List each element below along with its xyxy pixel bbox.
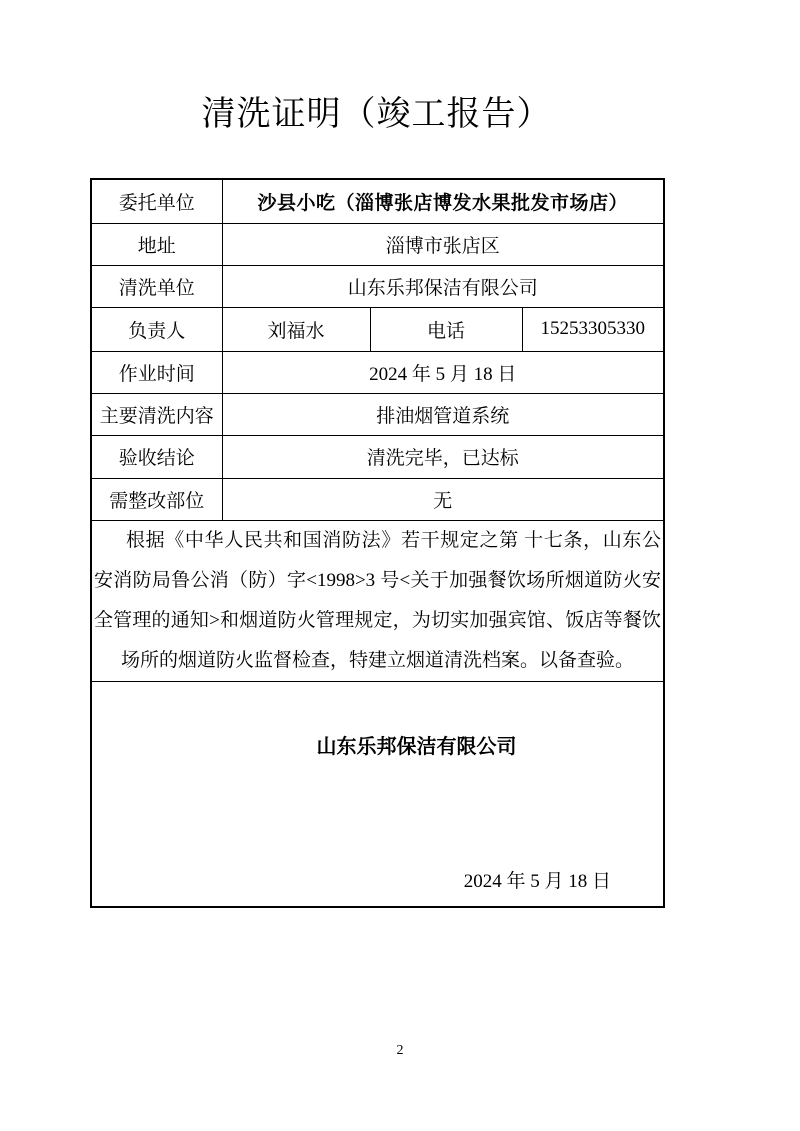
table-row-work-date xyxy=(91,351,664,393)
field-value-work-date: 2024 年 5 月 18 日 xyxy=(222,351,664,393)
field-label-acceptance-conclusion: 验收结论 xyxy=(91,435,222,478)
table-row-responsible-person xyxy=(91,307,664,351)
signature-cell xyxy=(91,681,664,907)
table-row-entrusting-unit xyxy=(91,179,664,223)
notice-line: 全管理的通知>和烟道防火管理规定，为切实加强宾馆、饭店等餐饮 xyxy=(94,609,662,631)
field-label-address: 地址 xyxy=(91,223,222,265)
table-row-cleaning-content xyxy=(91,393,664,435)
field-label-cleaning-unit: 清洗单位 xyxy=(91,265,222,307)
field-value-acceptance-conclusion: 清洗完毕，已达标 xyxy=(222,435,664,478)
field-value-address: 淄博市张店区 xyxy=(222,223,664,265)
field-label-phone: 电话 xyxy=(370,307,522,351)
field-value-cleaning-unit: 山东乐邦保洁有限公司 xyxy=(222,265,664,307)
field-label-cleaning-content: 主要清洗内容 xyxy=(91,393,222,435)
notice-line: 根据《中华人民共和国消防法》若干规定之第 十七条，山东公 xyxy=(126,529,662,551)
notice-cell xyxy=(91,520,664,681)
field-label-entrusting-unit: 委托单位 xyxy=(91,179,222,223)
field-label-rectification-parts: 需整改部位 xyxy=(91,478,222,520)
notice-line: 场所的烟道防火监督检查，特建立烟道清洗档案。以备查验。 xyxy=(121,649,635,671)
table-row-signature xyxy=(91,681,664,907)
document-content xyxy=(90,0,663,908)
field-label-responsible-person: 负责人 xyxy=(91,307,222,351)
field-value-cleaning-content: 排油烟管道系统 xyxy=(222,393,664,435)
signature-company-name: 山东乐邦保洁有限公司 xyxy=(316,735,517,758)
table-row-cleaning-unit xyxy=(91,265,664,307)
table-row-notice xyxy=(91,520,664,681)
cleaning-report-table xyxy=(90,178,665,908)
table-row-acceptance-conclusion xyxy=(91,435,664,478)
field-value-entrusting-unit: 沙县小吃（淄博张店博发水果批发市场店） xyxy=(222,179,664,223)
field-label-work-date: 作业时间 xyxy=(91,351,222,393)
table-row-address xyxy=(91,223,664,265)
field-value-phone: 15253305330 xyxy=(522,307,664,351)
field-value-rectification-parts: 无 xyxy=(222,478,664,520)
signature-date: 2024 年 5 月 18 日 xyxy=(463,870,612,892)
field-value-responsible-person: 刘福水 xyxy=(222,307,370,351)
document-title: 清洗证明（竣工报告） xyxy=(201,96,552,133)
table-row-rectification-parts xyxy=(91,478,664,520)
page-number: 2 xyxy=(396,1043,404,1058)
notice-line: 安消防局鲁公消（防）字<1998>3 号<关于加强餐饮场所烟道防火安 xyxy=(94,569,662,591)
